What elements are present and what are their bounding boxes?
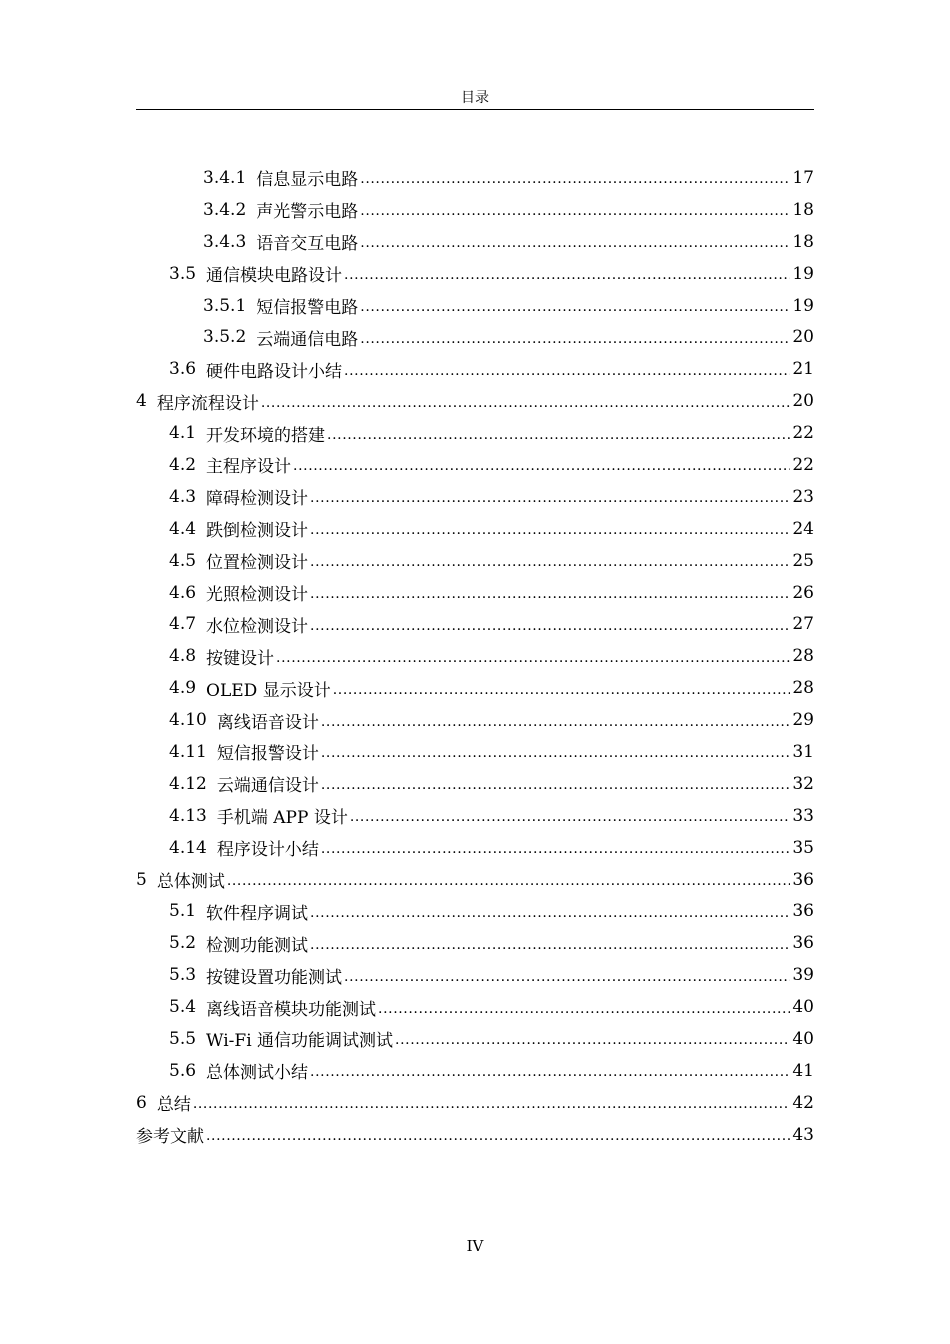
toc-entry-number: 3.4.3 [203,231,247,252]
toc-entry-page: 42 [792,1092,814,1113]
toc-dot-leader [350,807,791,824]
toc-entry-title: 按键设计 [206,648,275,669]
toc-dot-leader [310,903,790,920]
toc-dot-leader [327,425,790,442]
toc-entry-page: 18 [792,199,814,220]
toc-dot-leader [344,361,790,378]
toc-dot-leader [321,743,791,760]
toc-entry-title: 硬件电路设计小结 [206,361,343,382]
toc-entry[interactable] [136,1023,814,1055]
toc-dot-leader [206,1126,790,1143]
toc-entry-number: 3.6 [169,359,197,380]
page-number: IV [466,1237,484,1255]
toc-entry-page: 21 [792,359,814,380]
toc-entry-number: 5.2 [169,933,197,954]
toc-entry-page: 22 [792,423,814,444]
toc-entry-number: 4.9 [169,678,197,699]
toc-entry-title: Wi-Fi 通信功能调试测试 [206,1031,394,1052]
toc-entry[interactable] [136,768,814,800]
toc-entry-page: 36 [792,933,814,954]
toc-entry-number: 4.7 [169,614,197,635]
toc-dot-leader [310,1062,790,1079]
toc-entry[interactable] [136,927,814,959]
toc-entry[interactable] [136,736,814,768]
toc-dot-leader [360,233,790,250]
toc-entry-number: 4.10 [169,710,207,731]
toc-entry-page: 36 [792,901,814,922]
toc-entry-title: 总结 [156,1095,191,1116]
toc-entry[interactable] [136,417,814,449]
toc-entry-title: 总体测试小结 [206,1063,309,1084]
toc-entry-page: 19 [792,263,814,284]
toc-entry-title: 离线语音设计 [216,712,319,733]
toc-dot-leader [321,775,791,792]
toc-dot-leader [310,520,790,537]
toc-entry[interactable] [136,895,814,927]
toc-entry-number: 4.1 [169,423,197,444]
toc-entry-title: 云端通信电路 [256,329,359,350]
toc-entry[interactable] [136,1119,814,1151]
toc-entry[interactable] [136,640,814,672]
toc-entry-page: 40 [792,997,814,1018]
toc-entry[interactable] [136,290,814,322]
toc-entry-title: 程序流程设计 [156,393,259,414]
toc-entry[interactable] [136,577,814,609]
toc-dot-leader [276,648,790,665]
toc-entry-page: 20 [792,391,814,412]
toc-entry-number: 4.14 [169,837,207,858]
toc-entry[interactable] [136,832,814,864]
toc-entry-page: 41 [792,1060,814,1081]
toc-entry[interactable] [136,608,814,640]
toc-entry[interactable] [136,353,814,385]
toc-entry[interactable] [136,704,814,736]
toc-entry[interactable] [136,513,814,545]
toc-entry-page: 25 [792,550,814,571]
toc-entry-number: 4.5 [169,550,197,571]
toc-entry[interactable] [136,194,814,226]
toc-entry[interactable] [136,991,814,1023]
toc-entry[interactable] [136,545,814,577]
toc-entry[interactable] [136,226,814,258]
toc-entry-number: 4.11 [169,741,207,762]
toc-entry-title: 云端通信设计 [216,776,319,797]
toc-entry-page: 18 [792,231,814,252]
toc-entry-title: 跌倒检测设计 [206,521,309,542]
toc-entry-page: 23 [792,486,814,507]
toc-entry-number: 3.4.1 [203,167,247,188]
toc-entry-number: 5.1 [169,901,197,922]
toc-entry-page: 28 [792,646,814,667]
toc-entry[interactable] [136,1055,814,1087]
toc-entry-page: 32 [792,773,814,794]
toc-dot-leader [360,169,790,186]
toc-entry-page: 35 [792,837,814,858]
toc-entry[interactable] [136,258,814,290]
toc-entry-title: 水位检测设计 [206,616,309,637]
toc-entry[interactable] [136,864,814,896]
toc-dot-leader [310,584,790,601]
toc-entry-page: 26 [792,582,814,603]
toc-entry-number: 4.8 [169,646,197,667]
toc-dot-leader [360,201,790,218]
toc-dot-leader [310,616,790,633]
toc-entry-page: 36 [792,869,814,890]
toc-dot-leader [378,999,790,1016]
toc-entry[interactable] [136,321,814,353]
toc-entry-number: 5.5 [169,1028,197,1049]
toc-entry-title: 声光警示电路 [256,202,359,223]
toc-entry-number: 4.3 [169,486,197,507]
toc-dot-leader [310,488,790,505]
toc-entry[interactable] [136,800,814,832]
toc-entry-title: 位置检测设计 [206,553,309,574]
toc-dot-leader [310,552,790,569]
toc-entry[interactable] [136,1087,814,1119]
toc-entry-page: 27 [792,614,814,635]
toc-dot-leader [344,265,790,282]
toc-entry-title: 程序设计小结 [216,840,319,861]
toc-entry-page: 19 [792,295,814,316]
toc-entry-page: 29 [792,710,814,731]
toc-entry-page: 17 [792,167,814,188]
toc-entry-number: 4.2 [169,454,197,475]
toc-entry[interactable] [136,449,814,481]
toc-entry-title: 障碍检测设计 [206,489,309,510]
toc-dot-leader [395,1030,790,1047]
toc-entry-page: 24 [792,518,814,539]
table-of-contents [136,162,814,1151]
toc-entry-page: 31 [792,741,814,762]
toc-entry[interactable] [136,481,814,513]
toc-entry-page: 39 [792,965,814,986]
toc-entry-title: 短信报警设计 [216,744,319,765]
toc-entry-number: 4.13 [169,805,207,826]
toc-entry-page: 33 [792,805,814,826]
toc-entry-number: 4.4 [169,518,197,539]
toc-entry-title: 检测功能测试 [206,935,309,956]
toc-entry-page: 43 [792,1124,814,1145]
toc-dot-leader [261,393,791,410]
toc-entry-number: 5.4 [169,997,197,1018]
toc-dot-leader [333,680,791,697]
page-header-title: 目录 [461,90,489,106]
toc-entry-number: 5 [136,869,147,890]
toc-entry-title: 离线语音模块功能测试 [206,999,377,1020]
toc-entry-title: 参考文献 [136,1127,204,1148]
toc-entry-page: 22 [792,454,814,475]
toc-entry-number: 3.5.1 [203,295,247,316]
toc-entry-title: 开发环境的搭建 [206,425,326,446]
toc-entry-number: 3.5.2 [203,327,247,348]
toc-dot-leader [310,935,790,952]
toc-entry-title: 信息显示电路 [256,170,359,191]
toc-dot-leader [321,712,791,729]
toc-dot-leader [321,839,791,856]
toc-entry-title: 软件程序调试 [206,903,309,924]
toc-dot-leader [293,456,790,473]
toc-dot-leader [193,1094,791,1111]
header-rule [136,109,814,110]
toc-entry-title: 手机端 APP 设计 [216,808,348,829]
toc-dot-leader [360,297,790,314]
toc-dot-leader [360,329,790,346]
toc-entry-number: 5.3 [169,965,197,986]
toc-entry-title: 短信报警电路 [256,298,359,318]
toc-entry[interactable] [136,672,814,704]
toc-entry-title: 按键设置功能测试 [206,967,343,988]
toc-entry-title: 总体测试 [156,872,225,893]
toc-entry-title: 光照检测设计 [206,585,309,606]
toc-entry-page: 28 [792,678,814,699]
toc-entry-number: 3.4.2 [203,199,247,220]
toc-entry-number: 5.6 [169,1060,197,1081]
toc-entry-number: 4.6 [169,582,197,603]
toc-entry-title: OLED 显示设计 [206,680,331,701]
toc-entry[interactable] [136,385,814,417]
toc-entry-number: 4 [136,391,147,412]
toc-dot-leader [344,967,790,984]
toc-entry-page: 40 [792,1028,814,1049]
toc-entry-number: 3.5 [169,263,197,284]
toc-entry-number: 6 [136,1092,147,1113]
toc-dot-leader [227,871,791,888]
toc-entry-number: 4.12 [169,773,207,794]
toc-entry-title: 通信模块电路设计 [206,266,343,287]
toc-entry-page: 20 [792,327,814,348]
toc-entry[interactable] [136,162,814,194]
toc-entry-title: 语音交互电路 [256,234,359,255]
toc-entry-title: 主程序设计 [206,457,292,478]
toc-entry[interactable] [136,959,814,991]
